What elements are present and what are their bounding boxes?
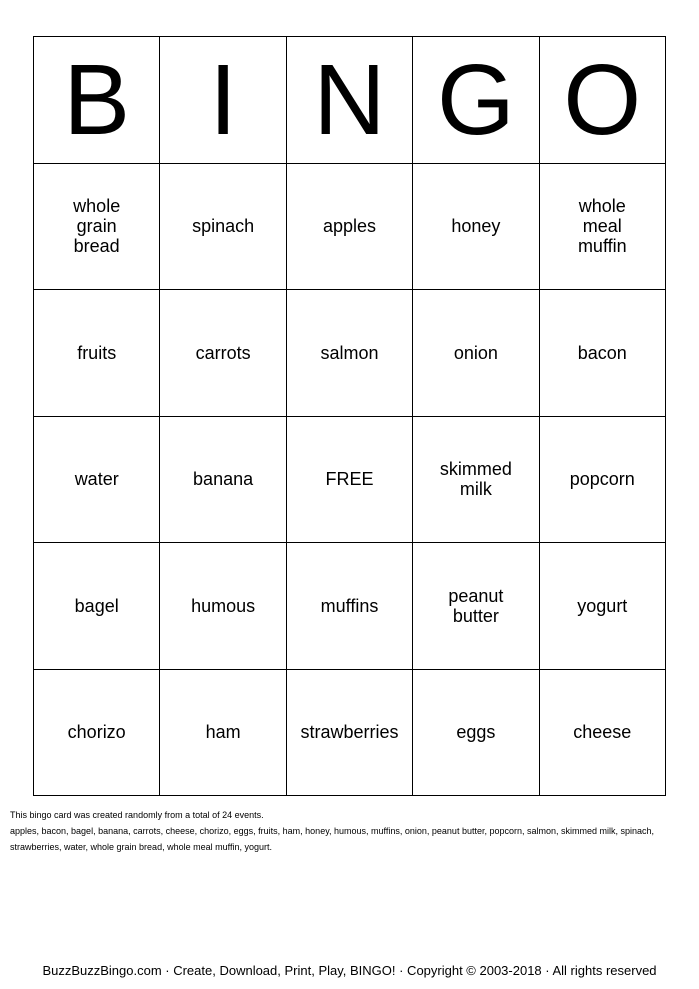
header-cell-i xyxy=(160,37,286,164)
cell-text: humous xyxy=(191,595,256,616)
bingo-cell xyxy=(413,290,539,417)
bingo-cell xyxy=(34,290,160,417)
bingo-cell xyxy=(160,417,286,544)
cell-text: spinach xyxy=(192,216,255,237)
bingo-cell xyxy=(540,417,666,544)
header-letter: B xyxy=(63,43,131,156)
cell-text: onion xyxy=(453,342,498,363)
cell-text: eggs xyxy=(456,722,496,743)
header-cell-o xyxy=(540,37,666,164)
header-letter: G xyxy=(436,43,515,156)
cell-text: whole meal muffin xyxy=(577,196,627,257)
cell-text: cheese xyxy=(573,722,632,743)
cell-text: bagel xyxy=(74,595,119,616)
bingo-cell xyxy=(287,164,413,291)
cell-text: chorizo xyxy=(67,722,126,743)
bingo-cell xyxy=(540,543,666,670)
cell-text: peanut butter xyxy=(448,585,504,626)
bingo-cell xyxy=(160,164,286,291)
bingo-card xyxy=(33,36,666,796)
bingo-cell xyxy=(540,670,666,797)
cell-text: strawberries xyxy=(300,722,399,743)
header-cell-g xyxy=(413,37,539,164)
cell-text: water xyxy=(74,469,119,490)
footnote-word-list: apples, bacon, bagel, banana, carrots, cheese, chorizo, eggs, fruits, ham, honey, humous, muffins, onion, peanut butter, popcorn, salmon, skimmed milk, spinach, strawberries, water, whole grain bread, whole meal muffin, yogurt. xyxy=(10,826,655,852)
footnote-summary: This bingo card was created randomly from a total of 24 events. xyxy=(10,810,264,820)
bingo-cell xyxy=(287,290,413,417)
cell-text: FREE xyxy=(325,469,374,490)
card-footnote xyxy=(10,807,692,855)
bingo-cell xyxy=(287,670,413,797)
bingo-cell xyxy=(540,164,666,291)
bingo-cell xyxy=(34,670,160,797)
header-letter: I xyxy=(209,43,237,156)
bingo-cell xyxy=(413,670,539,797)
cell-text: banana xyxy=(193,469,254,490)
bingo-cell xyxy=(287,543,413,670)
cell-text: yogurt xyxy=(577,595,628,616)
bingo-cell xyxy=(34,164,160,291)
cell-text: apples xyxy=(322,216,377,237)
cell-text: salmon xyxy=(320,342,379,363)
bingo-cell xyxy=(413,543,539,670)
cell-text: honey xyxy=(451,216,501,237)
cell-text: whole grain bread xyxy=(73,196,121,257)
bingo-cell xyxy=(34,543,160,670)
bingo-cell xyxy=(160,670,286,797)
header-cell-n xyxy=(287,37,413,164)
bingo-cell xyxy=(413,164,539,291)
bingo-cell xyxy=(160,290,286,417)
site-footer: BuzzBuzzBingo.com · Create, Download, Print, Play, BINGO! · Copyright © 2003-2018 · All rights reserved xyxy=(42,963,657,978)
cell-text: carrots xyxy=(195,342,251,363)
header-letter: O xyxy=(563,43,642,156)
bingo-cell xyxy=(34,417,160,544)
header-letter: N xyxy=(313,43,386,156)
bingo-cell xyxy=(413,417,539,544)
header-cell-b xyxy=(34,37,160,164)
cell-text: popcorn xyxy=(569,469,635,490)
bingo-cell xyxy=(160,543,286,670)
bingo-cell xyxy=(540,290,666,417)
cell-text: skimmed milk xyxy=(439,459,512,500)
cell-text: fruits xyxy=(77,342,117,363)
cell-text: muffins xyxy=(320,595,379,616)
cell-text: ham xyxy=(205,722,241,743)
free-cell xyxy=(287,417,413,544)
cell-text: bacon xyxy=(577,342,627,363)
